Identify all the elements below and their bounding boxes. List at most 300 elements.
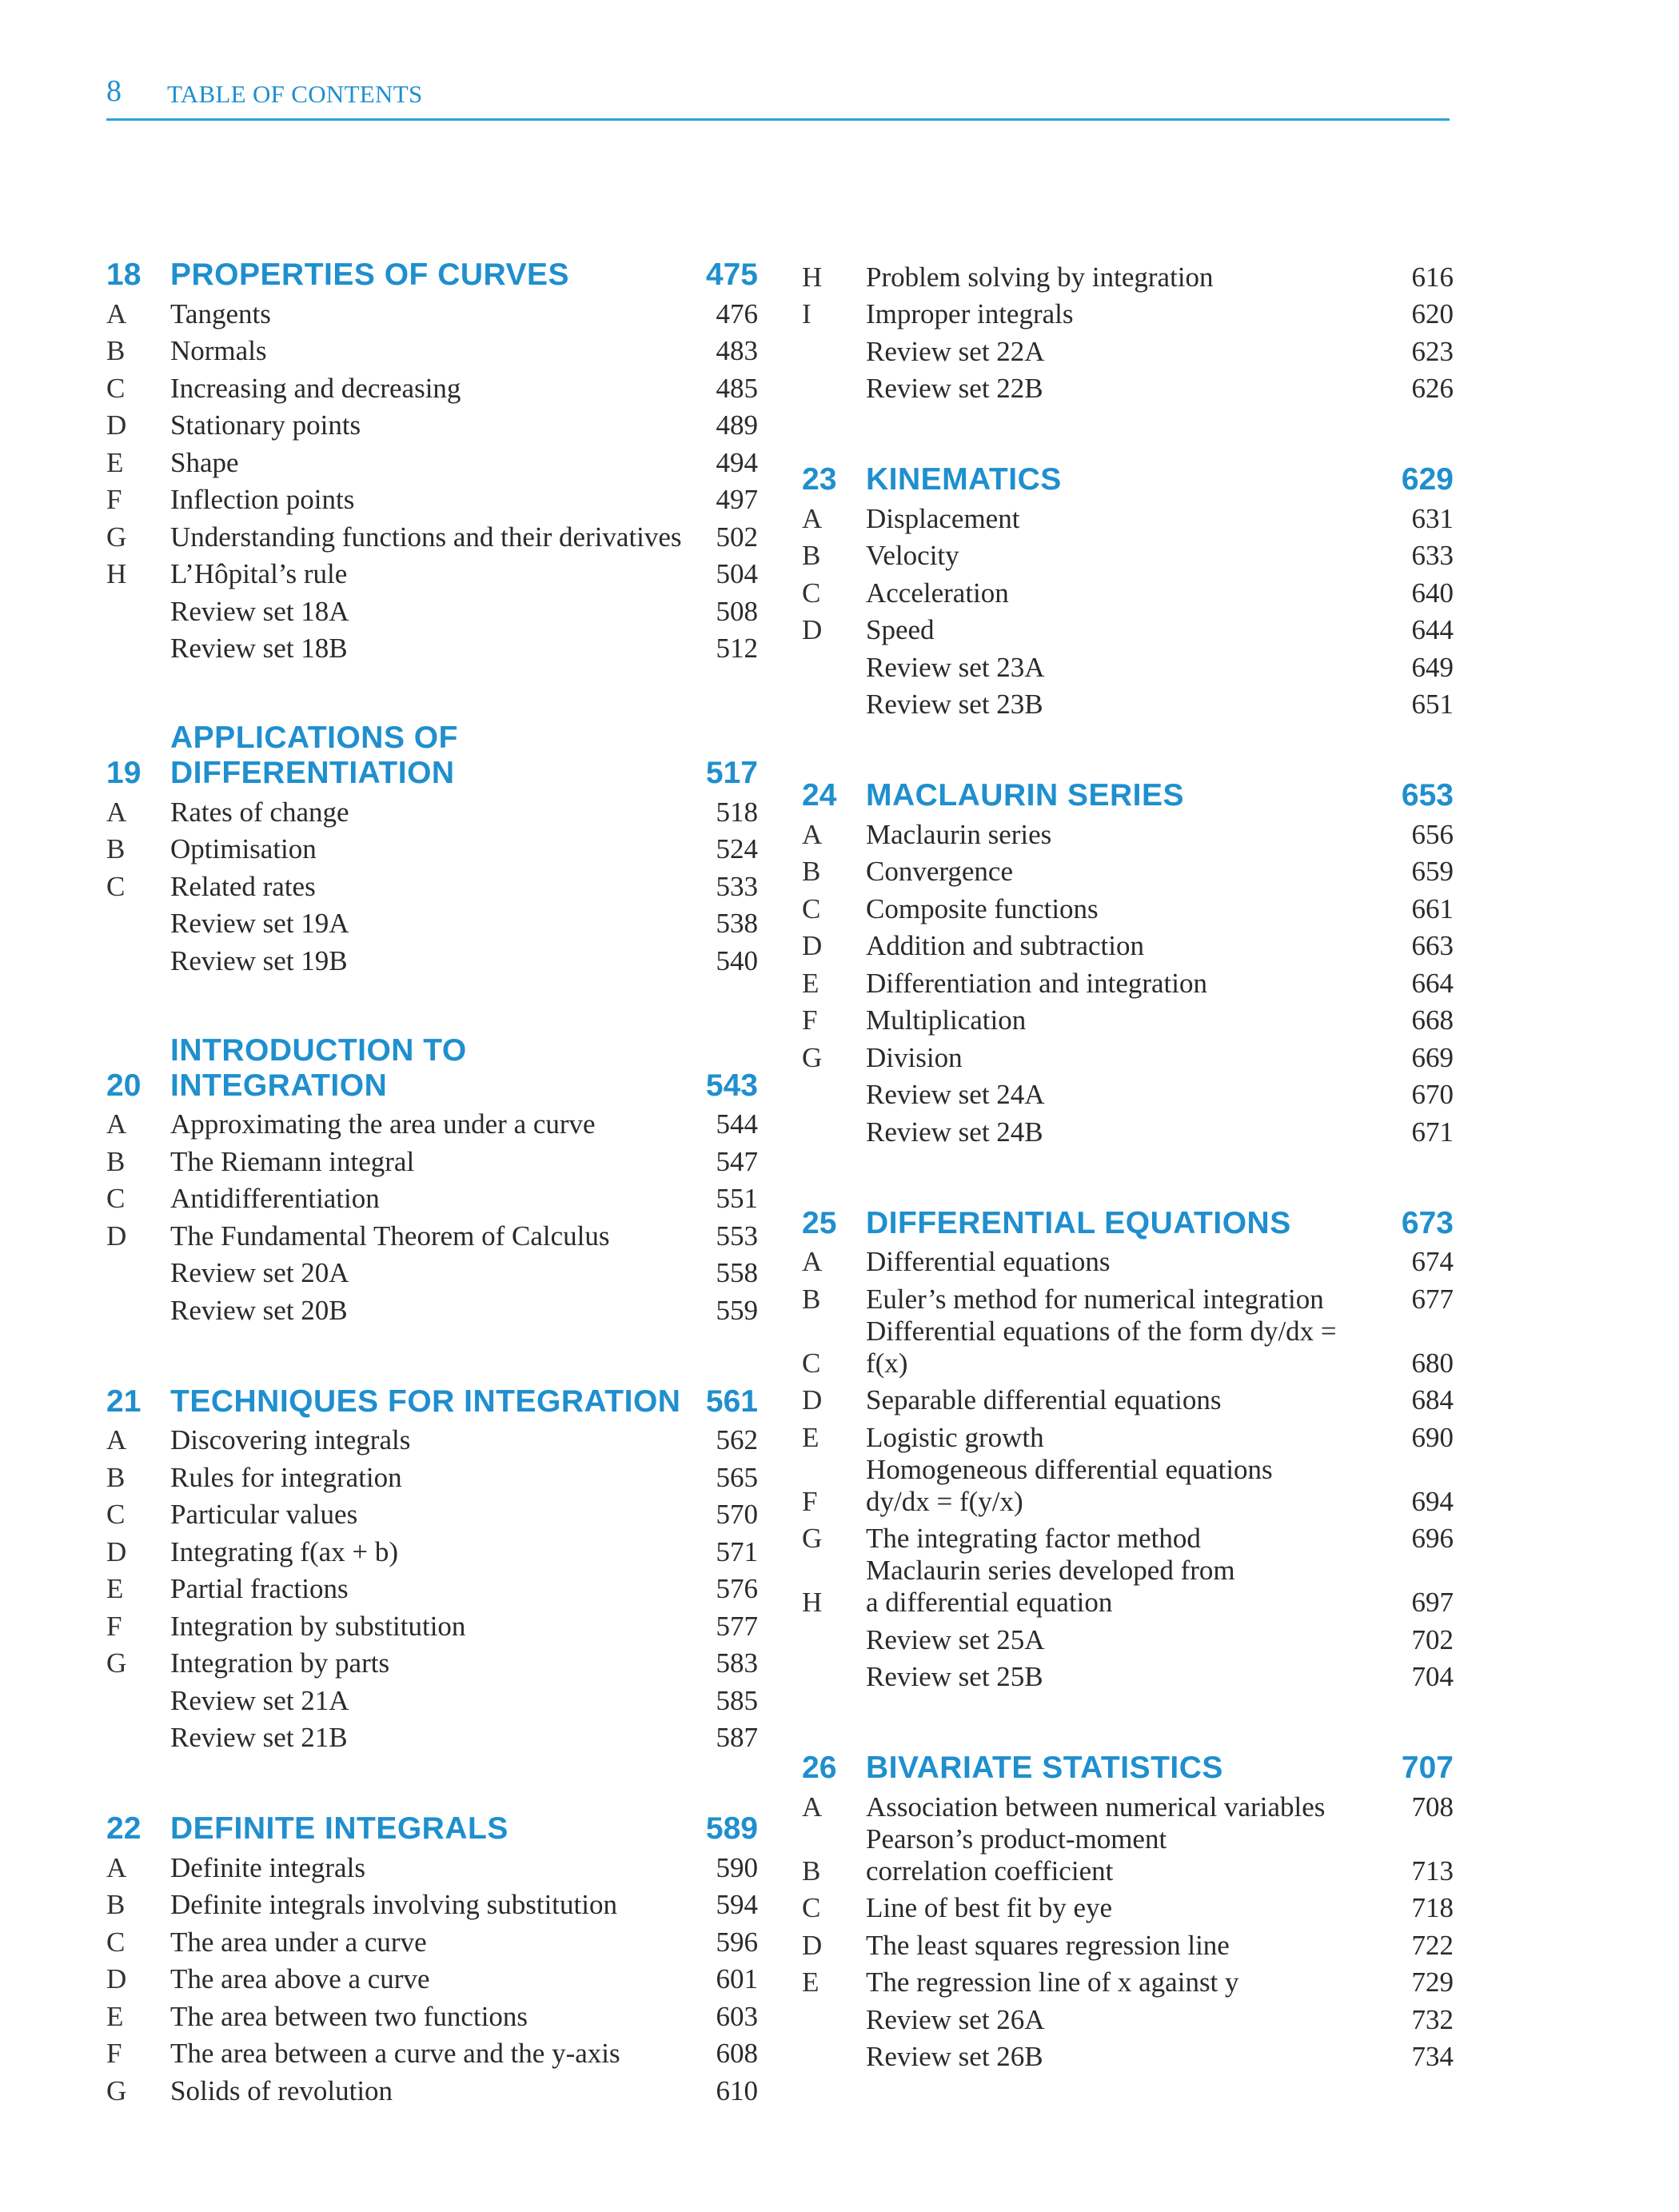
- section-letter: E: [106, 446, 124, 478]
- entry-page-number: 656: [1411, 818, 1454, 850]
- section-letter: A: [106, 796, 127, 828]
- section-letter: A: [106, 1851, 127, 1883]
- toc-entry[interactable]: [106, 441, 758, 479]
- entry-title-line: Review set 22B: [866, 373, 1043, 404]
- entry-title-line: Integration by substitution: [170, 1610, 466, 1642]
- entry-title-line: Discovering integrals: [170, 1424, 411, 1455]
- section-letter: B: [802, 856, 821, 887]
- entry-page-number: 616: [1411, 261, 1454, 293]
- section-letter: E: [802, 1966, 820, 1998]
- toc-entry[interactable]: [106, 2070, 758, 2107]
- entry-title: [170, 373, 686, 405]
- entry-title-line-2: dy/dx = f(y/x): [866, 1485, 1023, 1517]
- entry-title-line: The Riemann integral: [170, 1145, 415, 1177]
- section-letter: C: [106, 870, 126, 902]
- entry-title: [170, 1462, 686, 1494]
- entry-page-number: 670: [1411, 1079, 1454, 1110]
- section-letter: F: [106, 484, 122, 515]
- entry-title-line: Partial fractions: [170, 1573, 349, 1604]
- chapter-title: [866, 778, 1382, 813]
- toc-entry[interactable]: [802, 851, 1454, 888]
- chapter-heading[interactable]: [802, 777, 1454, 813]
- entry-title-line: Multiplication: [866, 1004, 1027, 1036]
- section-letter: E: [106, 2000, 124, 2032]
- entry-page-number: 583: [716, 1647, 758, 1679]
- running-head: [106, 74, 1450, 121]
- entry-title: [170, 447, 686, 479]
- toc-entry[interactable]: [106, 1494, 758, 1531]
- entry-title: [170, 1295, 686, 1327]
- entry-title-line: Review set 19A: [170, 908, 349, 939]
- section-letter: B: [802, 1855, 821, 1887]
- entry-title-line: Problem solving by integration: [866, 261, 1214, 293]
- toc-entry[interactable]: [802, 1278, 1454, 1316]
- toc-entry[interactable]: [802, 1316, 1454, 1380]
- chapter-title: [866, 462, 1382, 497]
- entry-title: [170, 1927, 686, 1958]
- toc-entry[interactable]: [802, 1786, 1454, 1823]
- entry-title-line: Division: [866, 1041, 963, 1073]
- toc-entry[interactable]: [802, 1241, 1454, 1279]
- chapter-title: [170, 1033, 686, 1104]
- toc-entry[interactable]: [802, 2036, 1454, 2074]
- section-letter: E: [802, 1421, 820, 1453]
- entry-page-number: 684: [1411, 1384, 1454, 1415]
- section-letter: F: [802, 1004, 818, 1036]
- entry-page-number: 562: [716, 1424, 758, 1455]
- toc-entry[interactable]: [802, 1962, 1454, 1999]
- entry-title-line: Shape: [170, 446, 239, 478]
- entry-page-number: 512: [716, 633, 758, 664]
- entry-title-line: Solids of revolution: [170, 2074, 393, 2106]
- toc-entry[interactable]: [106, 628, 758, 665]
- toc-entry[interactable]: [106, 330, 758, 368]
- toc-entry[interactable]: [802, 925, 1454, 963]
- toc-entry[interactable]: [106, 590, 758, 628]
- toc-entry[interactable]: [802, 609, 1454, 647]
- entry-title-line: Antidifferentiation: [170, 1183, 380, 1214]
- toc-entry[interactable]: [106, 1995, 758, 2033]
- section-letter: B: [802, 540, 821, 571]
- section-letter: F: [106, 1610, 122, 1642]
- entry-title: [866, 503, 1382, 535]
- toc-entry[interactable]: [106, 1679, 758, 1717]
- toc-entry[interactable]: [106, 1215, 758, 1252]
- toc-entry[interactable]: [106, 1921, 758, 1958]
- chapter-title-line-2: DIFFERENTIATION: [170, 756, 455, 790]
- entry-title: [866, 1384, 1382, 1416]
- chapter-25: [802, 1204, 1454, 1694]
- chapter-heading[interactable]: [106, 1033, 758, 1104]
- toc-entry[interactable]: [106, 293, 758, 330]
- entry-title: [170, 1183, 686, 1215]
- entry-title: [866, 2041, 1382, 2073]
- toc-entry[interactable]: [802, 1619, 1454, 1656]
- chapter-number: 23: [802, 462, 837, 497]
- section-letter: A: [106, 1108, 127, 1140]
- entry-title: [866, 298, 1382, 330]
- entry-page-number: 601: [716, 1963, 758, 1994]
- entry-page-number: 633: [1411, 540, 1454, 571]
- toc-entry[interactable]: [106, 1605, 758, 1643]
- toc-entry[interactable]: [106, 405, 758, 442]
- entry-title-line: Review set 26B: [866, 2041, 1043, 2072]
- entry-page-number: 697: [1411, 1587, 1454, 1618]
- entry-title: [866, 856, 1382, 888]
- entry-title: [866, 1624, 1382, 1656]
- section-letter: B: [106, 1889, 126, 1920]
- entry-title-line: The Fundamental Theorem of Calculus: [170, 1220, 610, 1252]
- toc-entry[interactable]: [802, 535, 1454, 573]
- entry-page-number: 674: [1411, 1246, 1454, 1277]
- section-letter: B: [106, 335, 126, 366]
- entry-page-number: 669: [1411, 1041, 1454, 1073]
- section-letter: A: [802, 1791, 823, 1823]
- chapter-title-line: DEFINITE INTEGRALS: [170, 1811, 508, 1846]
- section-letter: H: [106, 558, 127, 589]
- entry-page-number: 538: [716, 908, 758, 939]
- entry-title-line: Understanding functions and their derivatives: [170, 521, 682, 553]
- toc-entry[interactable]: [106, 1717, 758, 1755]
- entry-page-number: 677: [1411, 1283, 1454, 1315]
- entry-title-line-2: a differential equation: [866, 1587, 1113, 1618]
- toc-entry[interactable]: [802, 813, 1454, 851]
- toc-entry[interactable]: [106, 865, 758, 903]
- entry-page-number: 508: [716, 595, 758, 627]
- section-letter: H: [802, 1587, 823, 1618]
- entry-page-number: 603: [716, 2000, 758, 2032]
- toc-entry[interactable]: [802, 368, 1454, 405]
- section-letter: D: [106, 1535, 127, 1567]
- entry-title-line: Separable differential equations: [866, 1384, 1222, 1415]
- section-letter: C: [106, 1499, 126, 1530]
- entry-title-line: Differential equations of the form dy/dx = f(x): [866, 1315, 1337, 1379]
- toc-entry[interactable]: [106, 791, 758, 829]
- section-letter: D: [802, 930, 823, 961]
- entry-title-line: Logistic growth: [866, 1421, 1044, 1453]
- entry-title-line: Review set 26A: [866, 2003, 1045, 2035]
- toc-column-right: [802, 256, 1454, 2129]
- entry-title-line: The area between two functions: [170, 2000, 528, 2032]
- entry-title-line: Related rates: [170, 870, 316, 902]
- entry-title: [866, 262, 1382, 293]
- toc-entry[interactable]: [106, 1643, 758, 1680]
- entry-page-number: 623: [1411, 335, 1454, 367]
- entry-title-line: Review set 23B: [866, 689, 1043, 720]
- toc-entry[interactable]: [106, 2033, 758, 2070]
- chapter-title-line: DIFFERENTIAL EQUATIONS: [866, 1205, 1291, 1240]
- entry-title: [170, 1852, 686, 1884]
- entry-page-number: 533: [716, 870, 758, 902]
- section-letter: D: [106, 1963, 127, 1994]
- toc-entry[interactable]: [802, 1823, 1454, 1887]
- entry-title: [866, 968, 1382, 1000]
- toc-entry[interactable]: [106, 1884, 758, 1922]
- toc-column-left: [106, 256, 758, 2163]
- entry-page-number: 489: [716, 409, 758, 441]
- entry-page-number: 704: [1411, 1661, 1454, 1692]
- entry-title-line: Integrating f(ax + b): [170, 1535, 399, 1567]
- chapter-title: [866, 1751, 1382, 1786]
- entry-title: [170, 908, 686, 940]
- chapter-title-line: TECHNIQUES FOR INTEGRATION: [170, 1383, 681, 1419]
- chapter-number: 19: [106, 756, 142, 790]
- entry-title-line: Differential equations: [866, 1246, 1111, 1277]
- toc-entry[interactable]: [106, 1140, 758, 1178]
- toc-entry[interactable]: [802, 1074, 1454, 1112]
- toc-entry[interactable]: [802, 684, 1454, 721]
- toc-entry[interactable]: [106, 1531, 758, 1568]
- chapter-heading[interactable]: [802, 461, 1454, 497]
- entry-title: [170, 521, 686, 553]
- page-number: 8: [106, 74, 122, 108]
- entry-page-number: 651: [1411, 689, 1454, 720]
- toc-entry[interactable]: [106, 1456, 758, 1494]
- toc-entry[interactable]: [802, 1998, 1454, 2036]
- entry-page-number: 524: [716, 833, 758, 864]
- chapter-20: [106, 1033, 758, 1327]
- entry-title-line: Approximating the area under a curve: [170, 1108, 596, 1140]
- toc-entry[interactable]: [802, 1887, 1454, 1925]
- entry-title: [170, 633, 686, 665]
- entry-page-number: 696: [1411, 1523, 1454, 1554]
- entry-title-line: Review set 20B: [170, 1294, 348, 1326]
- toc-entry[interactable]: [802, 1000, 1454, 1037]
- entry-title-line: The integrating factor method: [866, 1523, 1201, 1554]
- toc-entry[interactable]: [802, 1454, 1454, 1518]
- section-letter: G: [802, 1041, 823, 1073]
- chapter-heading[interactable]: [802, 1749, 1454, 1786]
- section-letter: G: [106, 521, 127, 553]
- section-letter: C: [802, 1892, 821, 1923]
- entry-page-number: 663: [1411, 930, 1454, 961]
- entry-page-number: 553: [716, 1220, 758, 1252]
- entry-title: [170, 1722, 686, 1754]
- entry-title-line: Review set 21A: [170, 1684, 349, 1716]
- chapter-page-number: 543: [705, 1068, 758, 1103]
- section-letter: E: [802, 967, 820, 999]
- entry-title-line: Maclaurin series: [866, 818, 1052, 850]
- section-letter: C: [802, 577, 821, 609]
- entry-title-line: The area between a curve and the y-axis: [170, 2038, 620, 2069]
- toc-entry[interactable]: [802, 962, 1454, 1000]
- toc-entry[interactable]: [106, 1568, 758, 1606]
- entry-title-line: Association between numerical variables: [866, 1791, 1326, 1823]
- section-letter: C: [802, 1347, 821, 1379]
- entry-title: [866, 1316, 1382, 1380]
- chapter-heading[interactable]: [106, 1810, 758, 1847]
- entry-title-line: Definite integrals: [170, 1851, 365, 1883]
- chapter-page-number: 653: [1401, 778, 1454, 813]
- entry-title-line: Composite functions: [866, 892, 1099, 924]
- entry-title: [866, 1284, 1382, 1316]
- entry-title: [866, 2004, 1382, 2036]
- entry-page-number: 626: [1411, 373, 1454, 404]
- entry-title-line: Rules for integration: [170, 1461, 402, 1493]
- section-letter: H: [802, 261, 823, 293]
- entry-title-line: Euler’s method for numerical integration: [866, 1283, 1324, 1315]
- toc-entry[interactable]: [106, 1252, 758, 1290]
- toc-entry[interactable]: [106, 516, 758, 553]
- entry-title: [866, 1116, 1382, 1148]
- entry-page-number: 649: [1411, 651, 1454, 683]
- toc-entry[interactable]: [802, 1111, 1454, 1148]
- entry-title: [170, 335, 686, 367]
- entry-title: [170, 484, 686, 516]
- entry-page-number: 577: [716, 1610, 758, 1642]
- entry-title: [866, 577, 1382, 609]
- entry-page-number: 551: [716, 1183, 758, 1214]
- entry-page-number: 734: [1411, 2041, 1454, 2072]
- toc-entry[interactable]: [106, 367, 758, 405]
- toc-entry[interactable]: [802, 1656, 1454, 1694]
- toc-entry[interactable]: [106, 829, 758, 866]
- chapter-page-number: 517: [705, 756, 758, 790]
- entry-title: [866, 689, 1382, 721]
- entry-title: [866, 893, 1382, 925]
- entry-title: [170, 797, 686, 829]
- entry-title: [170, 1257, 686, 1289]
- entry-page-number: 702: [1411, 1623, 1454, 1655]
- section-letter: D: [106, 409, 127, 441]
- toc-entry[interactable]: [802, 1036, 1454, 1074]
- chapter-heading[interactable]: [106, 256, 758, 293]
- toc-entry[interactable]: [802, 293, 1454, 331]
- entry-title-line: Review set 25A: [866, 1623, 1045, 1655]
- toc-entry[interactable]: [106, 1958, 758, 1996]
- chapter-number: 21: [106, 1383, 142, 1419]
- section-letter: B: [106, 833, 126, 864]
- chapter-title-line: PROPERTIES OF CURVES: [170, 258, 570, 292]
- entry-title: [170, 1647, 686, 1679]
- section-letter: B: [802, 1283, 821, 1315]
- entry-title-line: Speed: [866, 614, 935, 645]
- entry-title-line: The least squares regression line: [866, 1929, 1230, 1961]
- entry-title-line: Review set 24A: [866, 1079, 1045, 1110]
- section-letter: A: [802, 1246, 823, 1277]
- toc-entry[interactable]: [802, 572, 1454, 609]
- chapter-title-line: MACLAURIN SERIES: [866, 778, 1185, 813]
- toc-entry[interactable]: [106, 1104, 758, 1141]
- toc-entry[interactable]: [802, 256, 1454, 293]
- chapter-title: [170, 1384, 686, 1419]
- toc-entry[interactable]: [106, 1289, 758, 1327]
- entry-title: [866, 1966, 1382, 1998]
- section-letter: F: [106, 2038, 122, 2069]
- entry-title-line: The area under a curve: [170, 1926, 427, 1958]
- chapter-19: [106, 721, 758, 977]
- entry-title: [170, 1499, 686, 1531]
- toc-entry[interactable]: [106, 553, 758, 591]
- entry-page-number: 559: [716, 1294, 758, 1326]
- entry-page-number: 570: [716, 1499, 758, 1530]
- running-head-title: TABLE OF CONTENTS: [167, 80, 423, 108]
- toc-entry[interactable]: [106, 1847, 758, 1884]
- chapter-number: 24: [802, 778, 837, 813]
- entry-title-line: Inflection points: [170, 484, 355, 515]
- toc-entry[interactable]: [802, 1924, 1454, 1962]
- section-letter: I: [802, 298, 812, 329]
- entry-page-number: 585: [716, 1684, 758, 1716]
- toc-entry[interactable]: [106, 940, 758, 977]
- entry-page-number: 544: [716, 1108, 758, 1140]
- entry-page-number: 668: [1411, 1004, 1454, 1036]
- toc-entry[interactable]: [106, 1178, 758, 1216]
- chapter-page-number: 475: [705, 258, 758, 292]
- entry-title-line: Review set 18B: [170, 633, 348, 664]
- entry-title: [170, 1424, 686, 1456]
- chapter-title: [170, 721, 686, 791]
- chapter-heading[interactable]: [106, 721, 758, 791]
- chapter-23: [802, 461, 1454, 721]
- section-letter: C: [802, 892, 821, 924]
- toc-entry[interactable]: [802, 1416, 1454, 1454]
- entry-page-number: 502: [716, 521, 758, 553]
- entry-page-number: 565: [716, 1461, 758, 1493]
- entry-page-number: 708: [1411, 1791, 1454, 1823]
- chapter-number: 20: [106, 1068, 142, 1103]
- entry-title: [866, 930, 1382, 962]
- chapter-title: [170, 1811, 686, 1847]
- entry-title: [866, 819, 1382, 851]
- entry-title-line: Rates of change: [170, 796, 349, 828]
- entry-title-line: Displacement: [866, 502, 1020, 534]
- toc-entry[interactable]: [106, 903, 758, 940]
- entry-title-line: Stationary points: [170, 409, 361, 441]
- entry-title-line: Review set 23A: [866, 651, 1045, 683]
- entry-title: [866, 652, 1382, 684]
- toc-entry[interactable]: [802, 888, 1454, 925]
- entry-title: [170, 1685, 686, 1717]
- toc-entry[interactable]: [802, 330, 1454, 368]
- section-letter: C: [106, 372, 126, 404]
- toc-entry[interactable]: [802, 1555, 1454, 1619]
- toc-entry[interactable]: [106, 1419, 758, 1457]
- entry-title-line: Maclaurin series developed from: [866, 1555, 1235, 1586]
- entry-page-number: 671: [1411, 1116, 1454, 1148]
- chapter-heading[interactable]: [802, 1204, 1454, 1241]
- entry-page-number: 476: [716, 297, 758, 329]
- entry-page-number: 664: [1411, 967, 1454, 999]
- entry-title: [170, 1220, 686, 1252]
- entry-page-number: 644: [1411, 614, 1454, 645]
- entry-title-line: Review set 22A: [866, 335, 1045, 367]
- chapter-title-line: INTRODUCTION TO: [170, 1032, 467, 1068]
- entry-title: [866, 1555, 1382, 1619]
- entry-title-line: Definite integrals involving substitution: [170, 1889, 617, 1920]
- entry-title-line: Differentiation and integration: [866, 967, 1207, 999]
- toc-entry[interactable]: [106, 479, 758, 517]
- entry-title: [170, 1573, 686, 1605]
- section-letter: A: [802, 502, 823, 534]
- entry-title: [866, 1454, 1382, 1518]
- section-letter: C: [106, 1183, 126, 1214]
- toc-entry[interactable]: [802, 1380, 1454, 1417]
- entry-title-line: Convergence: [866, 856, 1014, 887]
- toc-entry[interactable]: [802, 497, 1454, 535]
- entry-title: [170, 1963, 686, 1995]
- toc-entry[interactable]: [802, 1518, 1454, 1555]
- entry-page-number: 722: [1411, 1929, 1454, 1961]
- entry-page-number: 610: [716, 2074, 758, 2106]
- chapter-page-number: 673: [1401, 1205, 1454, 1240]
- entry-page-number: 483: [716, 335, 758, 366]
- chapter-page-number: 561: [705, 1383, 758, 1419]
- chapter-heading[interactable]: [106, 1383, 758, 1419]
- toc-entry[interactable]: [802, 646, 1454, 684]
- entry-title: [170, 945, 686, 977]
- chapter-number: 26: [802, 1751, 837, 1785]
